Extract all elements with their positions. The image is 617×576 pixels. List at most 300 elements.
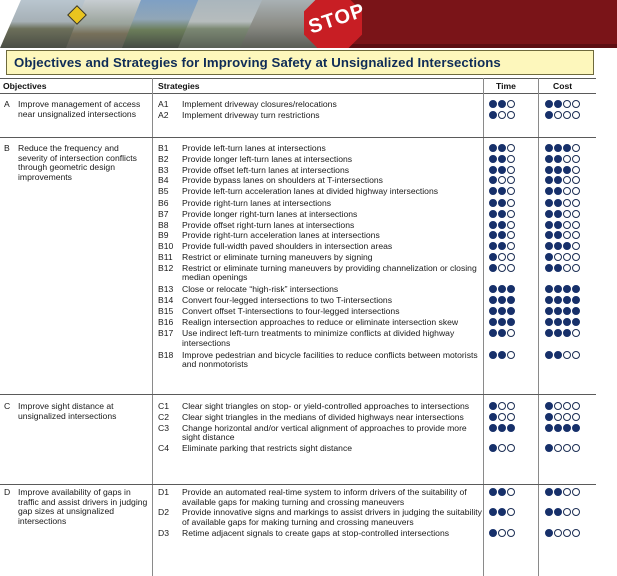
empty-dot-icon <box>507 508 515 516</box>
filled-dot-icon <box>572 307 580 315</box>
empty-dot-icon <box>563 253 571 261</box>
filled-dot-icon <box>545 424 553 432</box>
strategy-text: Restrict or eliminate turning maneuvers by signing <box>182 252 373 262</box>
filled-dot-icon <box>554 264 562 272</box>
filled-dot-icon <box>554 318 562 326</box>
header-strategies: Strategies <box>158 81 200 91</box>
filled-dot-icon <box>489 307 497 315</box>
filled-dot-icon <box>498 100 506 108</box>
empty-dot-icon <box>572 529 580 537</box>
strategy-text: Provide right-turn acceleration lanes at intersections <box>182 230 380 241</box>
objective-text: Reduce the frequency and severity of intersection conflicts through geometric design improvements <box>18 143 137 182</box>
filled-dot-icon <box>507 307 515 315</box>
empty-dot-icon <box>563 508 571 516</box>
cost-rating <box>545 242 580 251</box>
time-rating <box>489 285 515 294</box>
strategy-text: Implement driveway turn restrictions <box>182 109 320 120</box>
empty-dot-icon <box>507 166 515 174</box>
filled-dot-icon <box>489 144 497 152</box>
empty-dot-icon <box>572 144 580 152</box>
strategy-text: Close or relocate “high-risk” intersections <box>182 284 339 295</box>
filled-dot-icon <box>489 176 497 184</box>
header-objectives: Objectives <box>3 81 47 91</box>
empty-dot-icon <box>563 488 571 496</box>
empty-dot-icon <box>563 100 571 108</box>
filled-dot-icon <box>545 508 553 516</box>
filled-dot-icon <box>498 424 506 432</box>
empty-dot-icon <box>563 210 571 218</box>
column-divider <box>483 78 484 576</box>
filled-dot-icon <box>554 210 562 218</box>
filled-dot-icon <box>498 351 506 359</box>
cost-rating <box>545 402 580 411</box>
filled-dot-icon <box>572 318 580 326</box>
objective-code: A <box>4 99 10 109</box>
filled-dot-icon <box>545 318 553 326</box>
strategy-text: Implement driveway closures/relocations <box>182 99 337 109</box>
filled-dot-icon <box>498 488 506 496</box>
filled-dot-icon <box>507 424 515 432</box>
filled-dot-icon <box>545 166 553 174</box>
strategy-code: B12 <box>158 262 174 273</box>
cost-rating <box>545 199 580 208</box>
empty-dot-icon <box>563 529 571 537</box>
cost-rating <box>545 111 580 120</box>
filled-dot-icon <box>554 199 562 207</box>
filled-dot-icon <box>489 242 497 250</box>
empty-dot-icon <box>563 351 571 359</box>
empty-dot-icon <box>554 444 562 452</box>
cost-rating <box>545 508 580 517</box>
filled-dot-icon <box>545 176 553 184</box>
strategy-code: B17 <box>158 328 174 339</box>
filled-dot-icon <box>545 199 553 207</box>
strategy-text: Realign intersection approaches to reduce or eliminate intersection skew <box>182 316 459 327</box>
filled-dot-icon <box>563 296 571 304</box>
header-banner <box>0 0 617 48</box>
empty-dot-icon <box>572 329 580 337</box>
strategy-text: Eliminate parking that restricts sight distance <box>182 443 353 453</box>
filled-dot-icon <box>489 155 497 163</box>
filled-dot-icon <box>498 296 506 304</box>
filled-dot-icon <box>545 111 553 119</box>
empty-dot-icon <box>498 444 506 452</box>
strategy-text: Provide an automated real-time system to inform drivers of the suitability of available gaps for making turning and crossing maneuvers <box>182 487 467 507</box>
filled-dot-icon <box>498 231 506 239</box>
cost-rating <box>545 424 580 433</box>
time-rating <box>489 264 515 273</box>
header-time: Time <box>496 81 516 91</box>
empty-dot-icon <box>507 111 515 119</box>
filled-dot-icon <box>563 318 571 326</box>
empty-dot-icon <box>507 231 515 239</box>
strategy-code: C4 <box>158 443 169 453</box>
empty-dot-icon <box>498 253 506 261</box>
filled-dot-icon <box>545 444 553 452</box>
empty-dot-icon <box>507 253 515 261</box>
time-rating <box>489 100 515 109</box>
filled-dot-icon <box>489 100 497 108</box>
empty-dot-icon <box>563 402 571 410</box>
strategy-code: A1 <box>158 99 169 109</box>
time-rating <box>489 155 515 164</box>
time-rating <box>489 242 515 251</box>
filled-dot-icon <box>545 144 553 152</box>
filled-dot-icon <box>498 318 506 326</box>
filled-dot-icon <box>572 296 580 304</box>
filled-dot-icon <box>498 307 506 315</box>
cost-rating <box>545 155 580 164</box>
filled-dot-icon <box>545 155 553 163</box>
filled-dot-icon <box>545 329 553 337</box>
empty-dot-icon <box>507 329 515 337</box>
strategy-code: B5 <box>158 186 169 197</box>
empty-dot-icon <box>498 176 506 184</box>
cost-rating <box>545 176 580 185</box>
filled-dot-icon <box>545 242 553 250</box>
filled-dot-icon <box>545 413 553 421</box>
filled-dot-icon <box>563 144 571 152</box>
empty-dot-icon <box>572 231 580 239</box>
filled-dot-icon <box>498 285 506 293</box>
filled-dot-icon <box>554 176 562 184</box>
filled-dot-icon <box>489 285 497 293</box>
empty-dot-icon <box>507 210 515 218</box>
strategy-text: Provide right-turn lanes at intersections <box>182 198 332 208</box>
empty-dot-icon <box>572 199 580 207</box>
empty-dot-icon <box>507 144 515 152</box>
time-rating <box>489 187 515 196</box>
filled-dot-icon <box>489 329 497 337</box>
filled-dot-icon <box>489 264 497 272</box>
strategy-code: B7 <box>158 208 169 219</box>
strategy-code: B18 <box>158 349 174 360</box>
strategy-code: B9 <box>158 230 169 241</box>
strategy-text: Provide offset left-turn lanes at intersections <box>182 164 350 175</box>
empty-dot-icon <box>563 187 571 195</box>
filled-dot-icon <box>489 351 497 359</box>
empty-dot-icon <box>572 210 580 218</box>
page-title: Objectives and Strategies for Improving Safety at Unsignalized Intersections <box>14 55 501 70</box>
objective-code: D <box>4 487 11 497</box>
strategy-text: Provide left-turn lanes at intersections <box>182 143 326 153</box>
time-rating <box>489 210 515 219</box>
empty-dot-icon <box>507 187 515 195</box>
cost-rating <box>545 488 580 497</box>
objective-code: C <box>4 401 11 411</box>
cost-rating <box>545 285 580 294</box>
empty-dot-icon <box>563 155 571 163</box>
empty-dot-icon <box>572 413 580 421</box>
filled-dot-icon <box>554 221 562 229</box>
strategy-code: B13 <box>158 284 174 295</box>
filled-dot-icon <box>554 166 562 174</box>
objective-text: Improve availability of gaps in traffic and assist drivers in judging gap sizes at unsignalized intersections <box>18 487 148 526</box>
filled-dot-icon <box>545 402 553 410</box>
filled-dot-icon <box>545 231 553 239</box>
filled-dot-icon <box>554 307 562 315</box>
filled-dot-icon <box>489 221 497 229</box>
cost-rating <box>545 318 580 327</box>
filled-dot-icon <box>545 210 553 218</box>
filled-dot-icon <box>563 307 571 315</box>
cost-rating <box>545 166 580 175</box>
filled-dot-icon <box>489 529 497 537</box>
strategy-text: Provide longer left-turn lanes at intersections <box>182 153 353 164</box>
filled-dot-icon <box>507 318 515 326</box>
row-divider <box>0 78 596 79</box>
strategy-code: B8 <box>158 219 169 230</box>
filled-dot-icon <box>545 264 553 272</box>
filled-dot-icon <box>545 296 553 304</box>
objective-code: B <box>4 143 10 153</box>
filled-dot-icon <box>498 242 506 250</box>
strategy-code: B2 <box>158 153 169 164</box>
cost-rating <box>545 351 580 360</box>
filled-dot-icon <box>489 231 497 239</box>
filled-dot-icon <box>545 100 553 108</box>
row-divider <box>0 137 596 138</box>
strategy-code: C1 <box>158 401 169 411</box>
empty-dot-icon <box>498 264 506 272</box>
filled-dot-icon <box>498 199 506 207</box>
empty-dot-icon <box>572 508 580 516</box>
time-rating <box>489 111 515 120</box>
time-rating <box>489 144 515 153</box>
strategy-text: Provide longer right-turn lanes at intersections <box>182 208 358 219</box>
row-divider <box>0 93 596 94</box>
strategy-text: Provide innovative signs and markings to assist drivers in judging the suitability of available gaps for making turning and crossing maneuvers <box>182 507 482 527</box>
empty-dot-icon <box>498 529 506 537</box>
time-rating <box>489 199 515 208</box>
filled-dot-icon <box>545 187 553 195</box>
strategy-text: Convert offset T-intersections to four-legged intersections <box>182 305 400 316</box>
strategy-code: B16 <box>158 316 174 327</box>
empty-dot-icon <box>507 242 515 250</box>
filled-dot-icon <box>489 318 497 326</box>
empty-dot-icon <box>572 402 580 410</box>
strategy-code: D2 <box>158 507 169 518</box>
filled-dot-icon <box>507 285 515 293</box>
strategy-code: B11 <box>158 252 173 262</box>
filled-dot-icon <box>489 444 497 452</box>
filled-dot-icon <box>545 351 553 359</box>
filled-dot-icon <box>545 221 553 229</box>
empty-dot-icon <box>498 111 506 119</box>
filled-dot-icon <box>554 329 562 337</box>
empty-dot-icon <box>507 264 515 272</box>
time-rating <box>489 318 515 327</box>
strategy-text: Provide left-turn acceleration lanes at divided highway intersections <box>182 186 439 197</box>
empty-dot-icon <box>507 444 515 452</box>
time-rating <box>489 444 515 453</box>
empty-dot-icon <box>563 231 571 239</box>
filled-dot-icon <box>554 296 562 304</box>
empty-dot-icon <box>507 221 515 229</box>
empty-dot-icon <box>572 242 580 250</box>
empty-dot-icon <box>572 111 580 119</box>
time-rating <box>489 166 515 175</box>
header-cost: Cost <box>553 81 573 91</box>
empty-dot-icon <box>507 488 515 496</box>
time-rating <box>489 402 515 411</box>
filled-dot-icon <box>545 285 553 293</box>
filled-dot-icon <box>554 155 562 163</box>
strategy-text: Improve pedestrian and bicycle facilities to reduce conflicts between motorists and nonmotorists <box>182 349 478 370</box>
filled-dot-icon <box>498 155 506 163</box>
empty-dot-icon <box>563 221 571 229</box>
filled-dot-icon <box>572 424 580 432</box>
strategy-text: Provide bypass lanes on shoulders at T-intersections <box>182 175 383 186</box>
time-rating <box>489 351 515 360</box>
filled-dot-icon <box>498 187 506 195</box>
empty-dot-icon <box>507 351 515 359</box>
filled-dot-icon <box>489 402 497 410</box>
cost-rating <box>545 187 580 196</box>
filled-dot-icon <box>545 307 553 315</box>
filled-dot-icon <box>545 529 553 537</box>
empty-dot-icon <box>507 413 515 421</box>
empty-dot-icon <box>507 199 515 207</box>
time-rating <box>489 307 515 316</box>
objective-text: Improve management of access near unsignalized intersections <box>18 99 141 119</box>
cost-rating <box>545 296 580 305</box>
filled-dot-icon <box>489 413 497 421</box>
strategy-text: Provide offset right-turn lanes at intersections <box>182 219 355 230</box>
empty-dot-icon <box>507 176 515 184</box>
filled-dot-icon <box>554 508 562 516</box>
filled-dot-icon <box>489 199 497 207</box>
strategy-code: B15 <box>158 305 174 316</box>
column-divider <box>538 78 539 576</box>
time-rating <box>489 296 515 305</box>
empty-dot-icon <box>554 413 562 421</box>
filled-dot-icon <box>563 285 571 293</box>
cost-rating <box>545 413 580 422</box>
strategy-code: B10 <box>158 241 174 252</box>
strategy-text: Restrict or eliminate turning maneuvers by providing channelization or closing median openings <box>182 262 477 283</box>
filled-dot-icon <box>563 166 571 174</box>
filled-dot-icon <box>554 424 562 432</box>
filled-dot-icon <box>498 221 506 229</box>
strategy-text: Provide full-width paved shoulders in intersection areas <box>182 241 393 252</box>
empty-dot-icon <box>572 155 580 163</box>
empty-dot-icon <box>554 529 562 537</box>
row-divider <box>0 484 596 485</box>
filled-dot-icon <box>489 508 497 516</box>
empty-dot-icon <box>563 176 571 184</box>
empty-dot-icon <box>572 444 580 452</box>
empty-dot-icon <box>507 155 515 163</box>
filled-dot-icon <box>563 424 571 432</box>
cost-rating <box>545 100 580 109</box>
filled-dot-icon <box>489 210 497 218</box>
filled-dot-icon <box>489 424 497 432</box>
empty-dot-icon <box>507 100 515 108</box>
empty-dot-icon <box>572 264 580 272</box>
empty-dot-icon <box>572 176 580 184</box>
empty-dot-icon <box>554 402 562 410</box>
strategy-code: B3 <box>158 164 169 175</box>
filled-dot-icon <box>498 329 506 337</box>
strategy-text: Clear sight triangles on stop- or yield-controlled approaches to intersections <box>182 401 470 411</box>
time-rating <box>489 508 515 517</box>
strategy-code: D1 <box>158 487 169 497</box>
strategy-code: A2 <box>158 109 169 120</box>
filled-dot-icon <box>554 285 562 293</box>
strategy-text: Change horizontal and/or vertical alignment of approaches to provide more sight distance <box>182 422 467 443</box>
time-rating <box>489 413 515 422</box>
strategy-code: B14 <box>158 295 174 305</box>
filled-dot-icon <box>498 166 506 174</box>
time-rating <box>489 176 515 185</box>
filled-dot-icon <box>554 144 562 152</box>
cost-rating <box>545 210 580 219</box>
empty-dot-icon <box>498 402 506 410</box>
empty-dot-icon <box>507 529 515 537</box>
filled-dot-icon <box>507 296 515 304</box>
filled-dot-icon <box>563 329 571 337</box>
title-bar <box>6 50 594 75</box>
empty-dot-icon <box>572 187 580 195</box>
filled-dot-icon <box>489 488 497 496</box>
cost-rating <box>545 529 580 538</box>
stop-sign-text: STOP <box>305 0 368 39</box>
filled-dot-icon <box>572 285 580 293</box>
strategy-code: B1 <box>158 143 169 153</box>
cost-rating <box>545 253 580 262</box>
stop-sign-icon <box>298 0 368 48</box>
filled-dot-icon <box>554 100 562 108</box>
objective-text: Improve sight distance at unsignalized intersections <box>18 401 117 421</box>
time-rating <box>489 329 515 338</box>
empty-dot-icon <box>572 221 580 229</box>
filled-dot-icon <box>489 166 497 174</box>
empty-dot-icon <box>572 351 580 359</box>
strategy-code: C2 <box>158 411 169 422</box>
strategy-code: B4 <box>158 175 169 186</box>
filled-dot-icon <box>545 253 553 261</box>
strategy-code: B6 <box>158 198 169 208</box>
filled-dot-icon <box>489 187 497 195</box>
filled-dot-icon <box>554 231 562 239</box>
empty-dot-icon <box>563 111 571 119</box>
cost-rating <box>545 307 580 316</box>
column-divider <box>152 78 153 576</box>
table-header <box>0 78 617 93</box>
strategy-text: Retime adjacent signals to create gaps at stop-controlled intersections <box>182 527 450 538</box>
empty-dot-icon <box>572 488 580 496</box>
empty-dot-icon <box>563 413 571 421</box>
filled-dot-icon <box>554 242 562 250</box>
time-rating <box>489 231 515 240</box>
filled-dot-icon <box>489 111 497 119</box>
filled-dot-icon <box>498 210 506 218</box>
empty-dot-icon <box>554 111 562 119</box>
strategy-text: Use indirect left-turn treatments to minimize conflicts at divided highway intersections <box>182 328 455 348</box>
empty-dot-icon <box>563 199 571 207</box>
empty-dot-icon <box>572 166 580 174</box>
filled-dot-icon <box>498 508 506 516</box>
cost-rating <box>545 264 580 273</box>
filled-dot-icon <box>489 296 497 304</box>
filled-dot-icon <box>545 488 553 496</box>
empty-dot-icon <box>572 100 580 108</box>
filled-dot-icon <box>554 187 562 195</box>
cost-rating <box>545 329 580 338</box>
time-rating <box>489 529 515 538</box>
empty-dot-icon <box>507 402 515 410</box>
